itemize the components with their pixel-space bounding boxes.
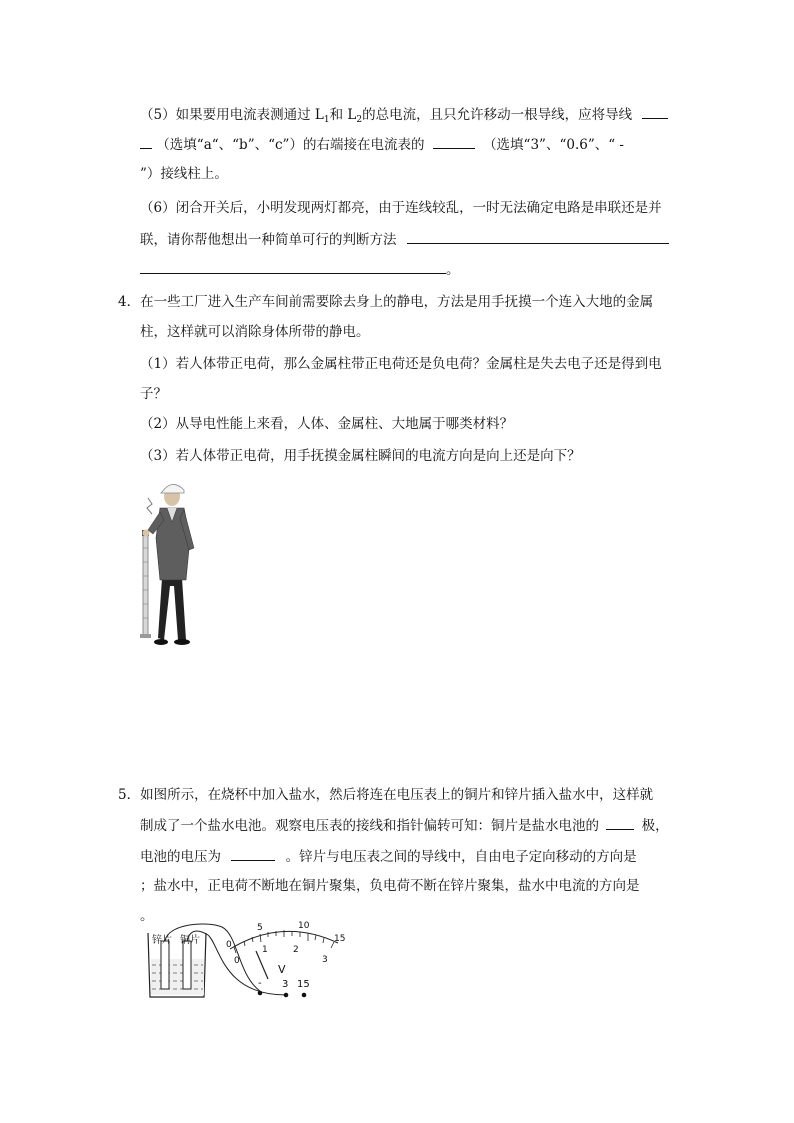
q4-sub3: （3）若人体带正电荷，用手抚摸金属柱瞬间的电流方向是向上还是向下？ <box>140 448 581 464</box>
voltmeter <box>226 921 345 997</box>
worker-legs <box>158 578 186 640</box>
copper-label: 铜片 <box>180 935 200 946</box>
q5-line5: 。 <box>140 908 154 924</box>
q4-sub2: （2）从导电性能上来看，人体、金属柱、大地属于哪类材料？ <box>140 416 514 432</box>
answer-blank[interactable] <box>642 104 668 119</box>
answer-blank[interactable] <box>606 815 634 830</box>
q5-line1: 5．如图所示，在烧杯中加入盐水，然后将连在电压表上的铜片和锌片插入盐水中，这样就 <box>118 787 654 803</box>
answer-blank[interactable] <box>140 134 152 149</box>
terminal-3[interactable] <box>284 993 289 998</box>
q5-line3: 电池的电压为 。锌片与电压表之间的导线中，自由电子定向移动的方向是 <box>140 846 637 867</box>
terminal-3-label: 3 <box>282 979 289 990</box>
answer-blank[interactable] <box>140 259 446 274</box>
meter-symbol: V <box>278 963 286 976</box>
inner-tick-label: 2 <box>293 945 299 955</box>
outer-tick-label: 0 <box>226 940 232 950</box>
inner-tick-label: 0 <box>234 956 240 966</box>
q3-p5-line2: （选填“a“、“b”、“c”）的右端接在电流表的 （选填“3”、“0.6”、“ - <box>140 134 624 155</box>
worker-touching-pole-figure <box>134 478 204 650</box>
q3-p6-line3: 。 <box>140 259 460 280</box>
terminal-minus-label: - <box>258 978 262 989</box>
terminal-15[interactable] <box>302 993 307 998</box>
terminal-minus[interactable] <box>258 991 263 996</box>
inner-tick-label: 3 <box>322 955 328 965</box>
spark-icon <box>147 498 152 514</box>
answer-blank[interactable] <box>407 229 669 244</box>
outer-tick-label: 5 <box>257 923 263 933</box>
q4-stem-line2: 柱，这样就可以消除身体所带的静电。 <box>140 324 370 340</box>
salt-water-battery-figure <box>138 915 348 1005</box>
helmet-icon <box>161 484 184 493</box>
answer-blank[interactable] <box>433 134 475 149</box>
zinc-plate <box>161 941 169 989</box>
meter-needle <box>256 951 268 979</box>
q5-line4: ；盐水中，正电荷不断地在铜片聚集，负电荷不断在锌片聚集，盐水中电流的方向是 <box>140 878 640 894</box>
q4-stem-line1: 4．在一些工厂进入生产车间前需要除去身上的静电，方法是用手抚摸一个连入大地的金属 <box>118 294 654 310</box>
salt-water <box>151 959 204 995</box>
outer-tick-label: 10 <box>298 921 310 931</box>
terminal-15-label: 15 <box>297 979 310 990</box>
q3-p5-line1: （5）如果要用电流表测通过 $L_1$和 $L_2$的总电流，且只允许移动一根导线，应将导线 <box>140 104 668 130</box>
copper-plate <box>183 941 191 989</box>
q3-p5-line3: ”）接线柱上。 <box>140 166 228 182</box>
q4-sub1-line1: （1）若人体带正电荷，那么金属柱带正电荷还是负电荷？金属柱是失去电子还是得到电 <box>140 356 662 372</box>
worker-hand <box>143 530 150 537</box>
metal-pole <box>143 534 148 636</box>
outer-tick-label: 15 <box>334 934 346 944</box>
zinc-label: 锌片 <box>152 935 172 946</box>
q4-sub1-line2: 子？ <box>140 386 167 402</box>
answer-blank[interactable] <box>231 846 275 861</box>
q5-line2: 制成了一个盐水电池。观察电压表的接线和指针偏转可知：铜片是盐水电池的 极， <box>140 815 669 836</box>
question-number: 5． <box>118 787 141 803</box>
q3-p6-line2: 联，请你帮他想出一种简单可行的判断方法 <box>140 229 669 250</box>
q3-p6-line1: （6）闭合开关后，小明发现两灯都亮，由于连线较乱，一时无法确定电路是串联还是并 <box>140 200 662 216</box>
question-number: 4． <box>118 294 141 310</box>
inner-tick-label: 1 <box>262 945 268 955</box>
